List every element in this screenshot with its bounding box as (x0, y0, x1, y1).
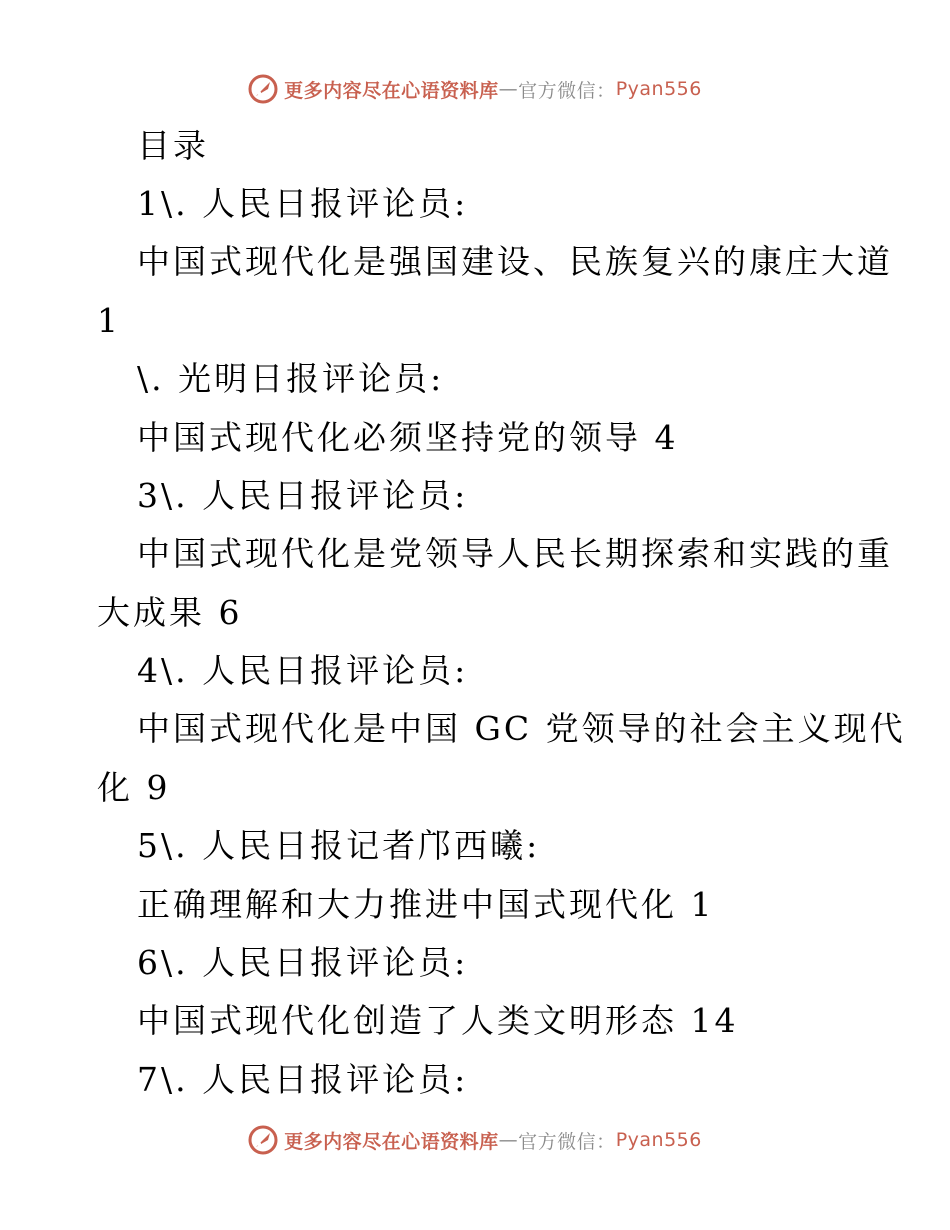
toc-line: 中国式现代化创造了人类文明形态 14 (137, 1001, 739, 1040)
watermark-brand: 更多内容尽在心语资料库 (284, 1130, 499, 1153)
toc-line: 6\. 人民日报评论员: (137, 943, 469, 982)
toc-line: 4\. 人民日报评论员: (137, 651, 469, 690)
toc-line: 1\. 人民日报评论员: (137, 184, 469, 223)
toc-line: \. 光明日报评论员: (137, 359, 445, 398)
toc-line: 中国式现代化是中国 GC 党领导的社会主义现代 (137, 709, 906, 748)
toc-line: 5\. 人民日报记者邝西曦: (137, 826, 541, 865)
toc-line: 中国式现代化必须坚持党的领导 4 (137, 418, 679, 457)
toc-line: 正确理解和大力推进中国式现代化 1 (137, 885, 715, 924)
toc-line: 中国式现代化是党领导人民长期探索和实践的重 (137, 534, 893, 573)
watermark-brand: 更多内容尽在心语资料库 (284, 79, 499, 102)
toc-line: 7\. 人民日报评论员: (137, 1060, 469, 1099)
toc-heading: 目录 (137, 126, 209, 165)
watermark-official-label: 官方微信： (518, 1130, 616, 1153)
toc-line: 1 (97, 301, 121, 340)
watermark-official-label: 官方微信： (518, 79, 616, 102)
watermark-header (0, 69, 950, 109)
watermark-separator: — (498, 1129, 519, 1151)
watermark-id: Pyan556 (615, 78, 702, 100)
toc-line: 化 9 (97, 768, 171, 807)
quill-logo-icon (248, 74, 278, 104)
toc-line: 中国式现代化是强国建设、民族复兴的康庄大道 (137, 242, 893, 281)
watermark-footer (0, 1120, 950, 1160)
watermark-separator: — (498, 78, 519, 100)
toc-line: 3\. 人民日报评论员: (137, 476, 469, 515)
quill-logo-icon (248, 1125, 278, 1155)
toc-line: 大成果 6 (97, 593, 243, 632)
watermark-id: Pyan556 (615, 1129, 702, 1151)
